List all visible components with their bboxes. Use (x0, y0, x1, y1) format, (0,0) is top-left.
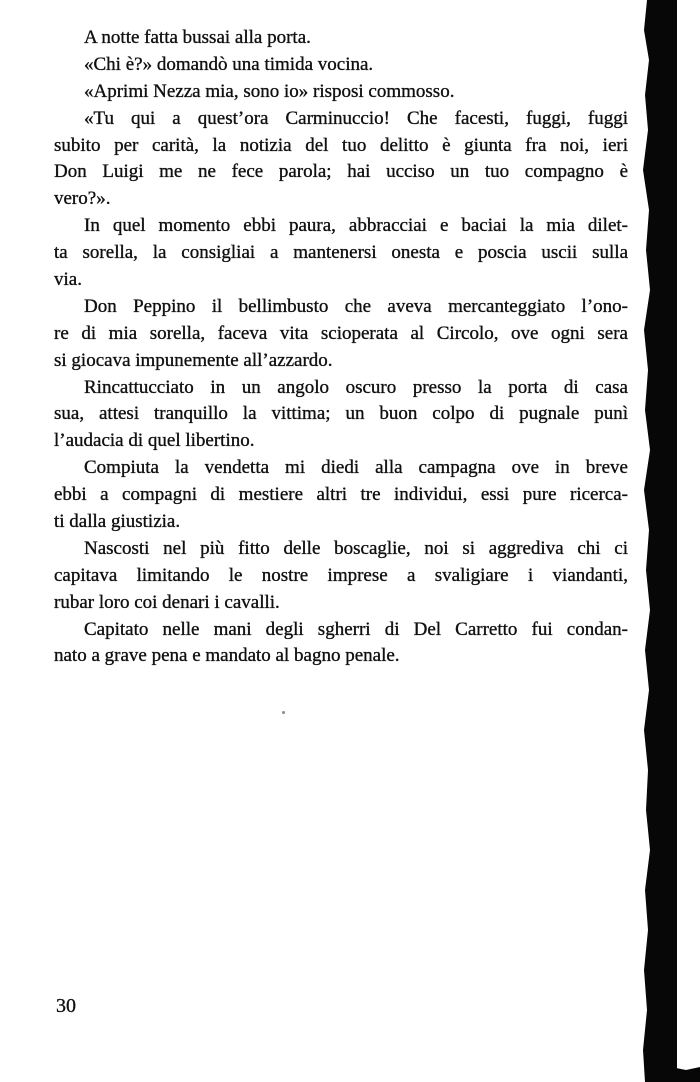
text-line: ti dalla giustizia. (54, 511, 181, 533)
text-line: In quel momento ebbi paura, abbracciai e baciai la mia dilet- (84, 215, 628, 237)
text-line: vero?». (54, 188, 111, 210)
text-line: ta sorella, la consigliai a mantenersi onesta e poscia uscii sulla (54, 242, 628, 264)
text-line: via. (54, 269, 82, 291)
text-line: Nascosti nel più fitto delle boscaglie, noi si aggrediva chi ci (84, 537, 628, 559)
text-line: A notte fatta bussai alla porta. (84, 27, 311, 48)
text-line: Capitato nelle mani degli sgherri di Del Carretto fui condan- (84, 618, 628, 640)
text-line: «Chi è?» domandò una timida vocina. (84, 53, 374, 75)
text-line: «Aprimi Nezza mia, sono io» risposi commosso. (84, 80, 455, 102)
text-line: nato a grave pena e mandato al bagno penale. (54, 645, 400, 667)
text-line: «Tu qui a quest’ora Carminuccio! Che facesti, fuggi, fuggi (84, 107, 628, 129)
text-line: ebbi a compagni di mestiere altri tre individui, essi pure ricerca- (54, 484, 628, 506)
body-text (54, 25, 628, 670)
text-line: rubar loro coi denari i cavalli. (54, 591, 280, 613)
text-line: l’audacia di quel libertino. (54, 430, 255, 452)
binding-shadow (641, 0, 677, 1082)
text-line: Don Luigi me ne fece parola; hai ucciso un tuo compagno è (54, 161, 628, 183)
text-line: si giocava impunemente all’azzardo. (54, 349, 333, 371)
ink-speck (282, 711, 285, 714)
text-line: sua, attesi tranquillo la vittima; un buon colpo di pugnale punì (54, 403, 628, 425)
page-number: 30 (56, 995, 76, 1017)
text-line: re di mia sorella, faceva vita scioperata al Circolo, ove ogni sera (54, 322, 628, 344)
text-line: Compiuta la vendetta mi diedi alla campagna ove in breve (84, 457, 628, 479)
text-line: subito per carità, la notizia del tuo delitto è giunta fra noi, ieri (54, 134, 628, 156)
text-line: capitava limitando le nostre imprese a svaligiare i viandanti, (54, 564, 628, 586)
text-line: Don Peppino il bellimbusto che aveva mercanteggiato l’ono- (84, 295, 628, 317)
text-line: Rincattucciato in un angolo oscuro presso la porta di casa (84, 376, 628, 398)
